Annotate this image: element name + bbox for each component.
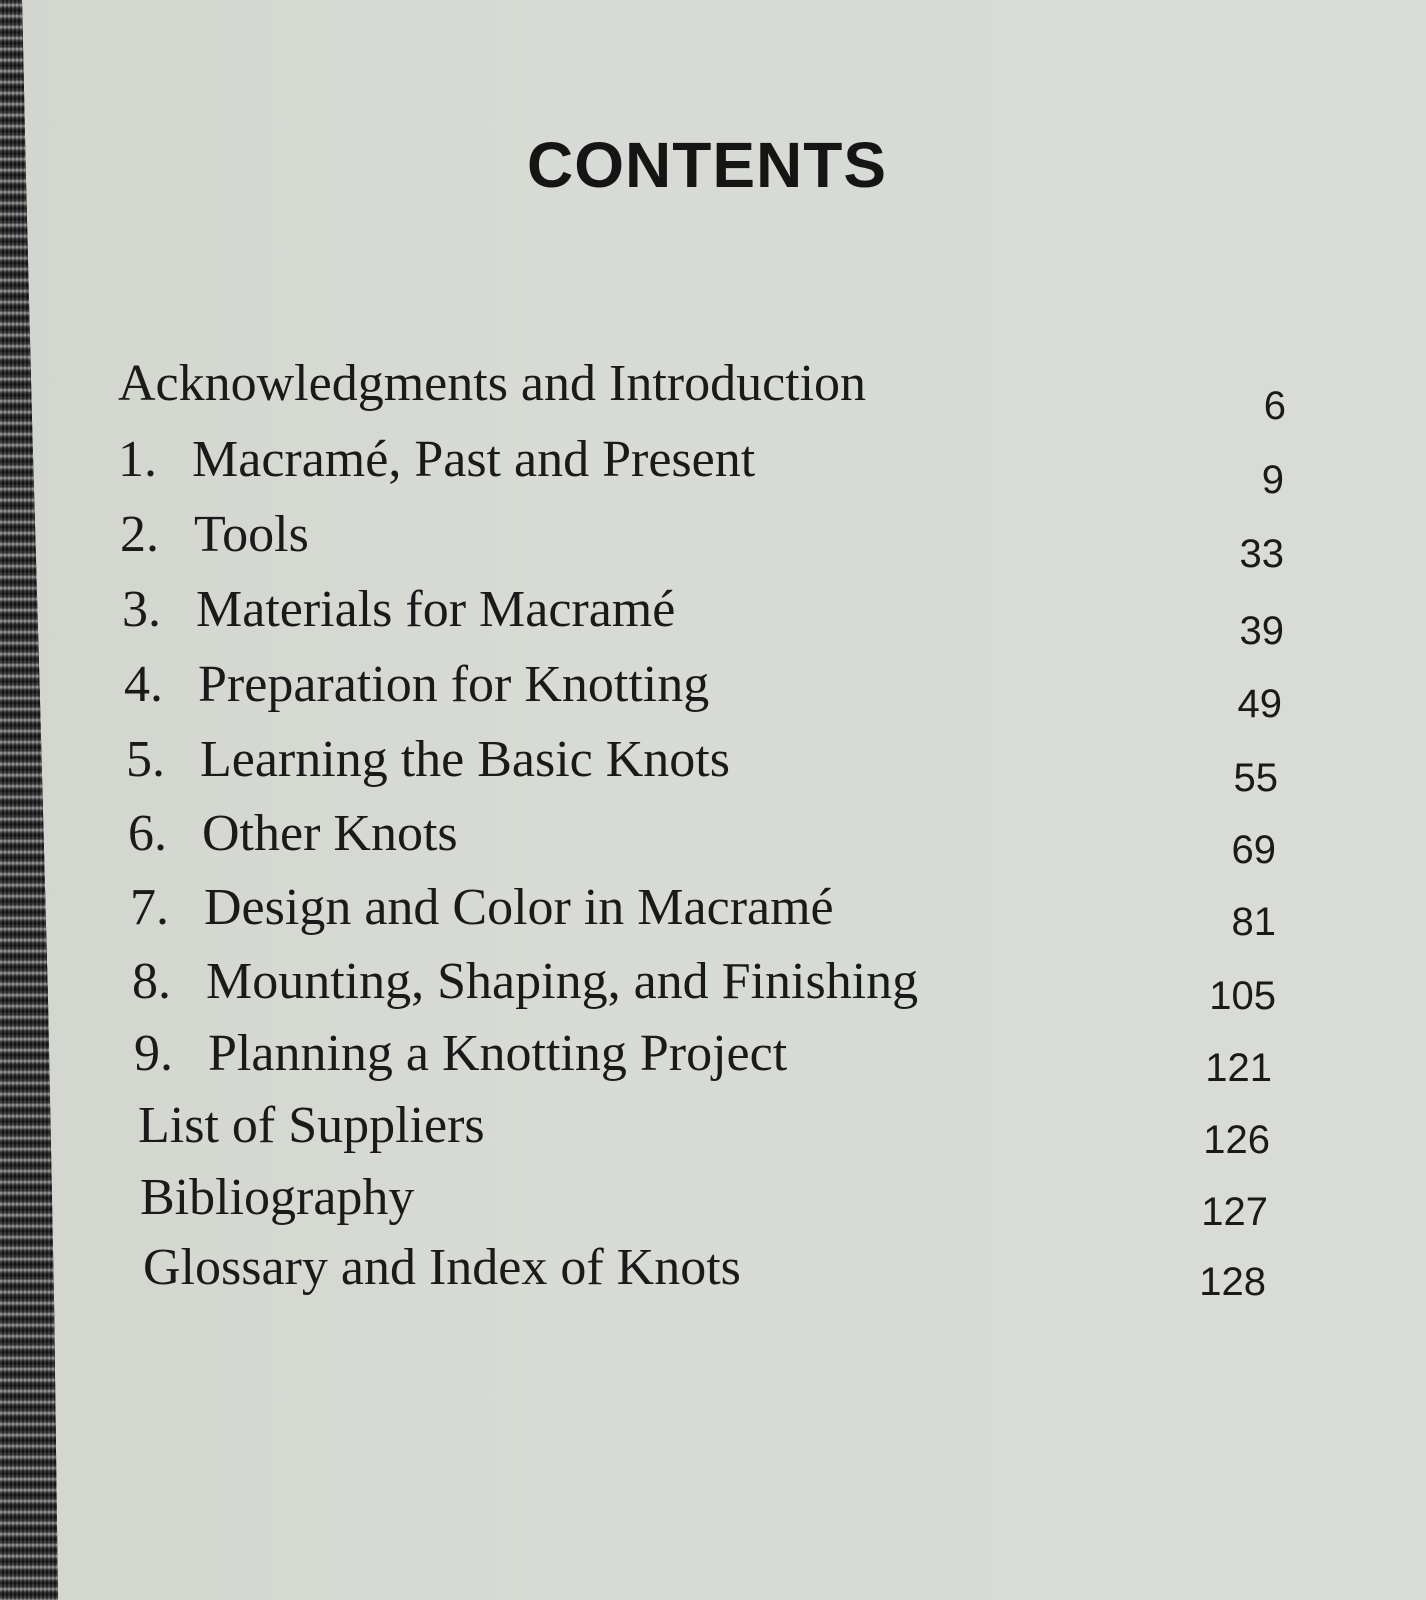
toc-entry-title: Design and Color in Macramé <box>204 879 834 936</box>
toc-entry <box>130 878 834 938</box>
toc-entry-title: Planning a Knotting Project <box>208 1025 788 1082</box>
toc-entry-title: Learning the Basic Knots <box>200 731 730 788</box>
toc-entry-title: Bibliography <box>140 1169 415 1226</box>
toc-entry <box>122 580 675 640</box>
toc-entry <box>140 1168 414 1228</box>
toc-entry <box>118 354 866 414</box>
toc-entry-title: Other Knots <box>202 805 458 862</box>
toc-entry <box>120 505 309 565</box>
toc-entry <box>134 1024 787 1084</box>
toc-entry-page: 121 <box>1205 1046 1272 1090</box>
toc-entry-number: 5. <box>126 731 165 788</box>
toc-entry-page: 6 <box>1263 384 1286 428</box>
toc-entry <box>138 1096 485 1156</box>
toc-entry-page: 105 <box>1209 974 1276 1018</box>
toc-entry-number: 6. <box>128 805 167 862</box>
toc-entry-title: Acknowledgments and Introduction <box>118 355 867 412</box>
toc-entry-title: Mounting, Shaping, and Finishing <box>206 953 919 1010</box>
toc-entry-number: 9. <box>134 1025 173 1082</box>
toc-entry-title: Preparation for Knotting <box>198 656 710 713</box>
toc-entry-number: 3. <box>122 581 161 638</box>
toc-entry-page: 126 <box>1203 1118 1270 1162</box>
toc-entry-page: 39 <box>1239 609 1284 653</box>
toc-entry-number: 1. <box>118 431 157 488</box>
toc-entry-title: List of Suppliers <box>138 1097 485 1154</box>
toc-entry <box>118 430 755 490</box>
toc-entry-page: 127 <box>1201 1190 1268 1234</box>
toc-entry-page: 9 <box>1261 458 1284 502</box>
toc-entry-page: 81 <box>1231 900 1276 944</box>
toc-entry <box>128 804 458 864</box>
toc-entry <box>124 655 709 715</box>
toc-entry-page: 69 <box>1231 828 1276 872</box>
toc-entry-page: 49 <box>1237 682 1282 726</box>
toc-entry <box>143 1238 741 1298</box>
toc-entry <box>126 730 730 790</box>
toc-entry-page: 128 <box>1199 1260 1266 1304</box>
toc-entry-title: Tools <box>194 506 309 563</box>
toc-entry-number: 8. <box>132 953 171 1010</box>
toc-entry-page: 33 <box>1239 532 1284 576</box>
toc-entry-title: Glossary and Index of Knots <box>143 1239 741 1296</box>
toc-entry-page: 55 <box>1233 756 1278 800</box>
page-title-text: CONTENTS <box>527 129 887 201</box>
toc-entry-number: 4. <box>124 656 163 713</box>
toc-entry-title: Macramé, Past and Present <box>192 431 756 488</box>
toc-entry-number: 2. <box>120 506 159 563</box>
toc-entry-number: 7. <box>130 879 169 936</box>
toc-entry <box>132 952 918 1012</box>
toc-entry-title: Materials for Macramé <box>196 581 676 638</box>
